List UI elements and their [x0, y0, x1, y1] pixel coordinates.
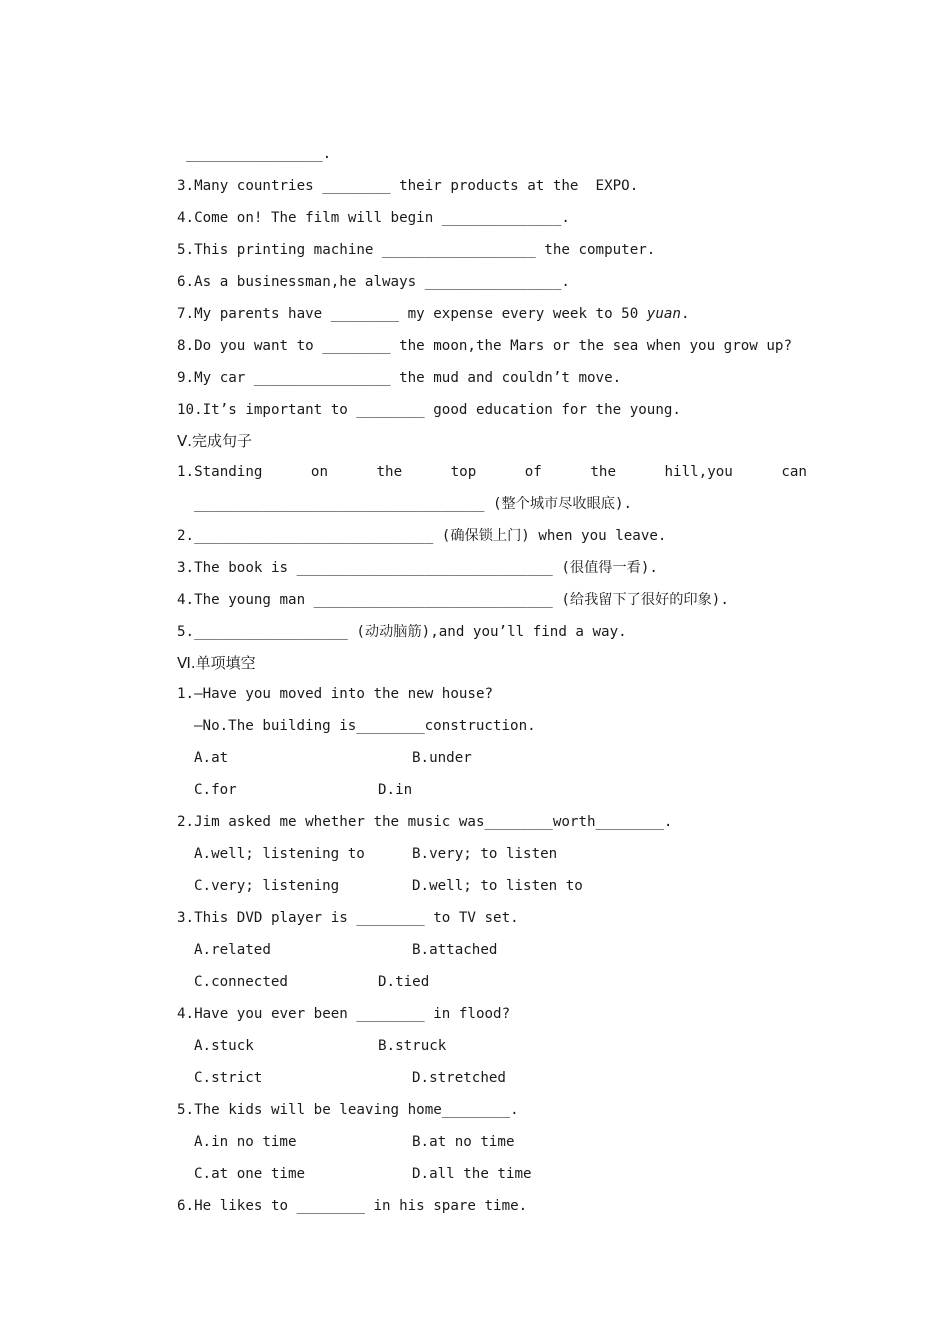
option-c: C.strict — [194, 1070, 263, 1086]
part4-item-10: 10.It’s important to ________ good education for the young. — [177, 402, 681, 418]
option-a: A.well; listening to — [194, 846, 365, 862]
part5-q1-word: can — [781, 464, 807, 480]
worksheet-page — [177, 138, 817, 1222]
part5-q1-word: on — [310, 464, 329, 480]
part6-q5-stem: 5.The kids will be leaving home________. — [177, 1102, 519, 1118]
part5-q1-line1 — [177, 456, 807, 488]
option-d: D.stretched — [412, 1070, 506, 1086]
option-a: A.stuck — [194, 1038, 254, 1054]
part6-q6-stem: 6.He likes to ________ in his spare time. — [177, 1198, 528, 1214]
part4-item-8: 8.Do you want to ________ the moon,the Mars or the sea when you grow up? — [177, 338, 792, 354]
part5-q1-word: the — [376, 464, 403, 480]
part6-q1-stem-reply: —No.The building is________construction. — [194, 718, 536, 734]
part4-item-7-yuan: yuan — [646, 306, 681, 322]
part4-item-5: 5.This printing machine __________________ the computer. — [177, 242, 656, 258]
option-c: C.at one time — [194, 1166, 306, 1182]
part4-item-3: 3.Many countries ________ their products at the EXPO. — [177, 178, 639, 194]
part5-heading: Ⅴ.完成句子 — [177, 432, 253, 450]
option-d: D.tied — [378, 974, 430, 990]
part4-item-7 — [177, 298, 817, 330]
part4-item-6: 6.As a businessman,he always ________________. — [177, 274, 570, 290]
part6-q2-options-ab — [177, 838, 817, 870]
part6-q3-options-cd — [177, 966, 817, 998]
part4-item-7-text: 7.My parents have ________ my expense every week to 50 — [177, 306, 647, 322]
part6-q4-options-ab — [177, 1030, 817, 1062]
part6-q5-options-cd — [177, 1158, 817, 1190]
part6-q4-options-cd — [177, 1062, 817, 1094]
part5-q3: 3.The book is ______________________________ (很值得一看). — [177, 560, 658, 576]
part6-q1-options-ab — [177, 742, 817, 774]
part5-q1-word: top — [450, 464, 477, 480]
option-b: B.very; to listen — [412, 846, 558, 862]
part5-q1-line2: __________________________________ (整个城市尽收眼底). — [194, 496, 633, 512]
part4-item-9: 9.My car ________________ the mud and couldn’t move. — [177, 370, 622, 386]
part6-q1-options-cd — [177, 774, 817, 806]
option-c: C.very; listening — [194, 878, 340, 894]
part5-q1-word: hill,you — [664, 464, 733, 480]
option-c: C.for — [194, 782, 237, 798]
option-b: B.struck — [378, 1038, 447, 1054]
option-b: B.at no time — [412, 1134, 515, 1150]
part6-q5-options-ab — [177, 1126, 817, 1158]
option-b: B.under — [412, 750, 472, 766]
part4-item-7-end: . — [680, 306, 690, 322]
part5-q2: 2.____________________________ (确保锁上门) when you leave. — [177, 528, 667, 544]
option-a: A.in no time — [194, 1134, 297, 1150]
part4-item-4: 4.Come on! The film will begin ______________. — [177, 210, 570, 226]
part5-q5: 5.__________________ (动动脑筋),and you’ll find a way. — [177, 624, 627, 640]
option-d: D.in — [378, 782, 413, 798]
part5-q4: 4.The young man ____________________________ (给我留下了很好的印象). — [177, 592, 729, 608]
part5-q1-word: 1.Standing — [177, 464, 263, 480]
option-a: A.at — [194, 750, 229, 766]
part6-q2-stem: 2.Jim asked me whether the music was________worth________. — [177, 814, 673, 830]
part5-q1-word: of — [524, 464, 542, 480]
option-d: D.well; to listen to — [412, 878, 583, 894]
part6-q1-stem: 1.—Have you moved into the new house? — [177, 686, 494, 702]
part5-q1-word: the — [590, 464, 616, 480]
part4-line-2-continuation: ________________. — [186, 146, 332, 162]
part6-q3-options-ab — [177, 934, 817, 966]
option-c: C.connected — [194, 974, 288, 990]
option-a: A.related — [194, 942, 271, 958]
option-d: D.all the time — [412, 1166, 532, 1182]
part6-q2-options-cd — [177, 870, 817, 902]
part6-heading: Ⅵ.单项填空 — [177, 654, 256, 672]
part6-q3-stem: 3.This DVD player is ________ to TV set. — [177, 910, 519, 926]
part6-q4-stem: 4.Have you ever been ________ in flood? — [177, 1006, 511, 1022]
option-b: B.attached — [412, 942, 498, 958]
